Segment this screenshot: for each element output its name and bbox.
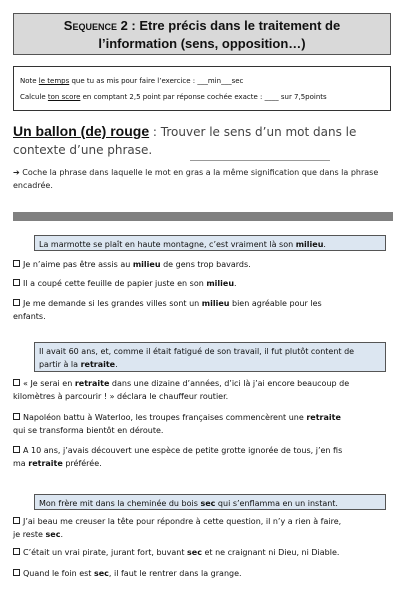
sequence-title-line1 [14, 17, 390, 35]
checkbox[interactable] [13, 446, 20, 453]
choice-item[interactable]: Je me demande si les grandes villes sont un milieu bien agréable pour les enfants. [13, 299, 322, 321]
choice-item[interactable]: « Je serai en retraite dans une dizaine d’années, d’ici là j’ai encore beaucoup de kilomètres à parcourir ! » déclara le chauffeur routier. [13, 379, 350, 401]
exercise-goal: : Trouver le sens d’un mot dans le [149, 125, 357, 139]
checkbox[interactable] [13, 260, 20, 267]
checkbox[interactable] [13, 548, 20, 555]
checkbox[interactable] [13, 299, 20, 306]
exercise-heading [13, 122, 393, 159]
divider [190, 160, 330, 161]
choice-item[interactable]: Napoléon battu à Waterloo, les troupes françaises commencèrent une retraite qui se transforma bientôt en déroute. [13, 413, 341, 435]
sequence-title-line2: l’information (sens, opposition…) [98, 36, 306, 51]
section-separator-bar [13, 212, 393, 221]
reference-sentence-box: Il avait 60 ans, et, comme il était fatigué de son travail, il fut plutôt content de partir à la retraite. [34, 342, 386, 372]
checkbox[interactable] [13, 517, 20, 524]
sequence-title-text: : Etre précis dans le traitement de [127, 18, 341, 33]
sequence-title-box [13, 13, 391, 55]
exercise-goal-line2: contexte d’une phrase. [13, 143, 153, 157]
choice-item[interactable]: J’ai beau me creuser la tête pour répondre à cette question, il n’y a rien à faire, je reste sec. [13, 517, 342, 539]
score-instruction: Calcule ton score en comptant 2,5 point par réponse cochée exacte : ____ sur 7,5points [20, 93, 327, 101]
checkbox[interactable] [13, 279, 20, 286]
choice-item[interactable]: Je n’aime pas être assis au milieu de gens trop bavards. [13, 258, 393, 271]
choice-item[interactable]: Il a coupé cette feuille de papier juste en son milieu. [13, 277, 393, 290]
arrow-icon: ➔ [13, 168, 20, 177]
choice-item[interactable]: C’était un vrai pirate, jurant fort, buvant sec et ne craignant ni Dieu, ni Diable. [13, 546, 393, 559]
time-instruction: Note le temps que tu as mis pour faire l’exercice : ___min___sec [20, 77, 244, 85]
reference-sentence-box: La marmotte se plaît en haute montagne, c’est vraiment là son milieu. [34, 235, 386, 251]
choice-item[interactable]: A 10 ans, j’avais découvert une espèce de petite grotte ignorée de tous, j’en fis ma retraite préférée. [13, 446, 343, 468]
reference-sentence-box: Mon frère mit dans la cheminée du bois sec qui s’enflamma en un instant. [34, 494, 386, 510]
checkbox[interactable] [13, 379, 20, 386]
score-instructions-box [13, 66, 391, 111]
checkbox[interactable] [13, 413, 20, 420]
instruction: ➔ Coche la phrase dans laquelle le mot en gras a la même signification que dans la phrase encadrée. [13, 168, 379, 190]
exercise-title: Un ballon (de) rouge [13, 123, 150, 139]
choice-item[interactable]: Quand le foin est sec, il faut le rentrer dans la grange. [13, 567, 393, 580]
checkbox[interactable] [13, 569, 20, 576]
sequence-number: Sequence 2 [63, 18, 128, 33]
